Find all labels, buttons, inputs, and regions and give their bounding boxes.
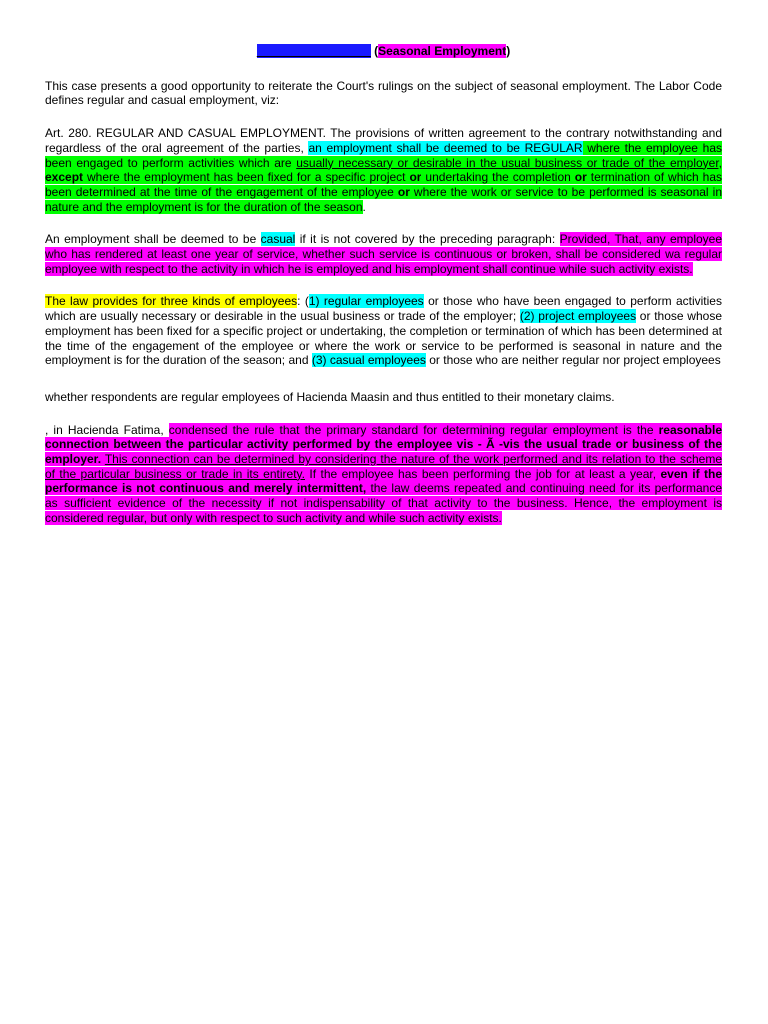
highlight-green: undertaking the completion [421, 170, 575, 185]
document-title [45, 44, 722, 59]
document-body [45, 44, 722, 544]
highlight-three-kinds: The law provides for three kinds of employees [45, 294, 298, 309]
highlight-or: or [409, 170, 422, 185]
highlight-magenta: If the employee has been performing the job for at least a year, [304, 466, 661, 481]
text-span: An employment shall be deemed to be [45, 232, 261, 247]
highlight-green: where the work or service to be performed is seasonal in nature and the employment is for the duration of the season [45, 184, 722, 214]
casual-paragraph [45, 232, 722, 276]
case-topic: Seasonal Employment [378, 44, 507, 58]
highlight-regular-employees: 1) regular employees [308, 294, 424, 309]
case-name: Benares vs. Pancho [256, 44, 371, 58]
highlight-connection-underlined: This connection can be determined by considering the nature of the work performed and its relation to the scheme of the particular business or trade in its entirety. [45, 452, 722, 481]
highlight-green: where the employee has been engaged to perform activities which are [45, 140, 722, 170]
fatima-paragraph [45, 423, 722, 526]
intro-paragraph: This case presents a good opportunity to reiterate the Court's rulings on the subject of seasonal employment. The Labor Code defines regular and casual employment, viz: [45, 78, 722, 108]
highlight-green: termination of which has been determined at the time of the engagement of the employee [45, 170, 723, 199]
highlight-or: or [397, 184, 410, 199]
text-span: or those whose employment has been fixed for a specific project or undertaking, the completion or termination of which has been determined at the time of the engagement of the employee or where the work or service to be performed is seasonal in nature and the employment is for the duration of the season; and [45, 309, 722, 368]
text-span: or those who have been engaged to perform activities which are usually necessary or desirable in the usual business or trade of the employer; [45, 294, 722, 324]
highlight-intermittent: even if the performance is not continuous and merely intermittent, [45, 466, 723, 496]
highlight-or: or [574, 170, 587, 185]
art-280-paragraph [45, 126, 722, 214]
highlight-casual-employees: (3) casual employees [311, 353, 426, 368]
text-span: Art. 280. REGULAR AND CASUAL EMPLOYMENT. The provisions of written agreement to the contrary notwithstanding and regardless of the oral agreement of the parties, [45, 126, 722, 155]
highlight-except: except [45, 170, 84, 185]
highlight-reasonable-connection: reasonable connection between the particular activity performed by the employee vis - Ã -vis the usual trade or business of the employer. [45, 422, 723, 467]
text-span: . [362, 199, 366, 214]
title-open-paren: ( [370, 44, 379, 58]
text-span: , in Hacienda Fatima, [45, 422, 169, 437]
highlight-project-employees: (2) project employees [519, 309, 637, 324]
text-span: or those who are neither regular nor project employees [425, 353, 721, 368]
highlight-casual: casual [260, 232, 296, 247]
text-span: : ( [297, 294, 309, 309]
highlight-proviso: Provided, That, any employee who has rendered at least one year of service, whether such service is continuous or broken, shall be considered wa regular employee with respect to the activity in which he is employed and his employment shall continue while such activity exists. [45, 232, 723, 276]
title-close-paren: ) [506, 44, 511, 58]
highlight-regular: an employment shall be deemed to be REGULAR [308, 140, 583, 155]
issue-paragraph: whether respondents are regular employees of Hacienda Maasin and thus entitled to their monetary claims. [45, 389, 615, 404]
highlight-magenta: condensed the rule that the primary standard for determining regular employment is the [168, 422, 659, 437]
highlight-green: where the employment has been fixed for a specific project [83, 170, 410, 185]
highlight-magenta: the law deems repeated and continuing need for its performance as sufficient evidence of the necessity if not indispensability of that activity to the business. Hence, the employment is considered regular, but only with respect to such activity and while such activity exists. [45, 481, 722, 525]
text-span: if it is not covered by the preceding paragraph: [295, 232, 560, 247]
kinds-paragraph [45, 294, 722, 368]
highlight-green-underlined: usually necessary or desirable in the usual business or trade of the employer, [296, 155, 722, 170]
